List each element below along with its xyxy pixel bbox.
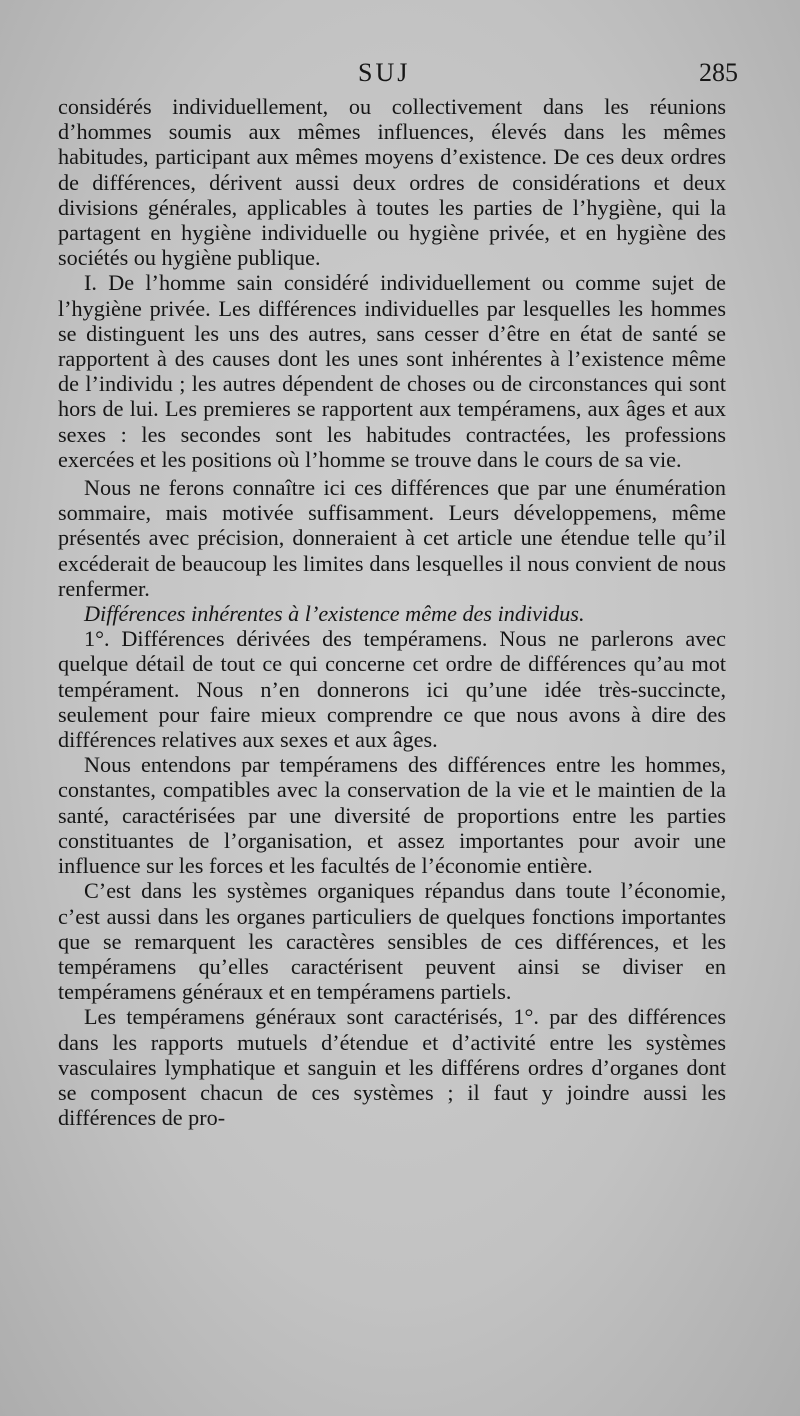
- paragraph: Nous ne ferons connaître ici ces différences que par une énumération sommaire, mais motivée suffisamment. Leurs développemens, même présentés avec précision, donneraient à cet article une étendue telle qu’il excéderait de beaucoup les limites dans lesquelles il nous convient de nous renfermer.: [58, 475, 726, 601]
- section-heading: Différences inhérentes à l’existence même des individus.: [84, 601, 585, 627]
- paragraph: I. De l’homme sain considéré individuellement ou comme sujet de l’hygiène privée. Les différences individuelles par lesquelles les hommes se distinguent les uns des autres, sans cesser d’être en état de santé se rapportent à des causes dont les unes sont inhérentes à l’existence même de l’individu ; les autres dépendent de choses ou de circonstances qui sont hors de lui. Les premieres se rapportent aux tempéramens, aux âges et aux sexes : les secondes sont les habitudes contractées, les professions exercées et les positions où l’homme se trouve dans le cours de sa vie.: [58, 270, 726, 472]
- page-number: 285: [699, 58, 738, 87]
- paragraph: C’est dans les systèmes organiques répandus dans toute l’économie, c’est aussi dans les organes particuliers de quelques fonctions importantes que se remarquent les caractères sensibles de ces différences, et les tempéramens qu’elles caractérisent peuvent ainsi se diviser en tempéramens généraux et en tempéramens partiels.: [58, 878, 726, 1005]
- running-title: SUJ: [358, 58, 411, 87]
- running-header: [58, 58, 738, 92]
- paragraph: 1°. Différences dérivées des tempéramens. Nous ne parlerons avec quelque détail de tout ce qui concerne cet ordre de différences qu’au mot tempérament. Nous n’en donnerons ici qu’une idée très-succincte, seulement pour faire mieux comprendre ce que nous avons à dire des différences relatives aux sexes et aux âges.: [58, 626, 726, 753]
- body-text: [58, 94, 726, 1130]
- paragraph: Nous entendons par tempéramens des différences entre les hommes, constantes, compatibles avec la conservation de la vie et le maintien de la santé, caractérisées par une diversité de proportions entre les parties constituantes de l’organisation, et assez importantes pour avoir une influence sur les forces et les facultés de l’économie entière.: [58, 752, 726, 879]
- paragraph: Les tempéramens généraux sont caractérisés, 1°. par des différences dans les rapports mutuels d’étendue et d’activité entre les systèmes vasculaires lymphatique et sanguin et les différens ordres d’organes dont se composent chacun de ces systèmes ; il faut y joindre aussi les différences de pro-: [58, 1004, 726, 1131]
- paragraph: considérés individuellement, ou collectivement dans les réunions d’hommes soumis aux mêmes influences, élevés dans les mêmes habitudes, participant aux mêmes moyens d’existence. De ces deux ordres de différences, dérivent aussi deux ordres de considérations et deux divisions générales, applicables à toutes les parties de l’hygiène, qui la partagent en hygiène individuelle ou hygiène privée, et en hygiène des sociétés ou hygiène publique.: [58, 94, 726, 271]
